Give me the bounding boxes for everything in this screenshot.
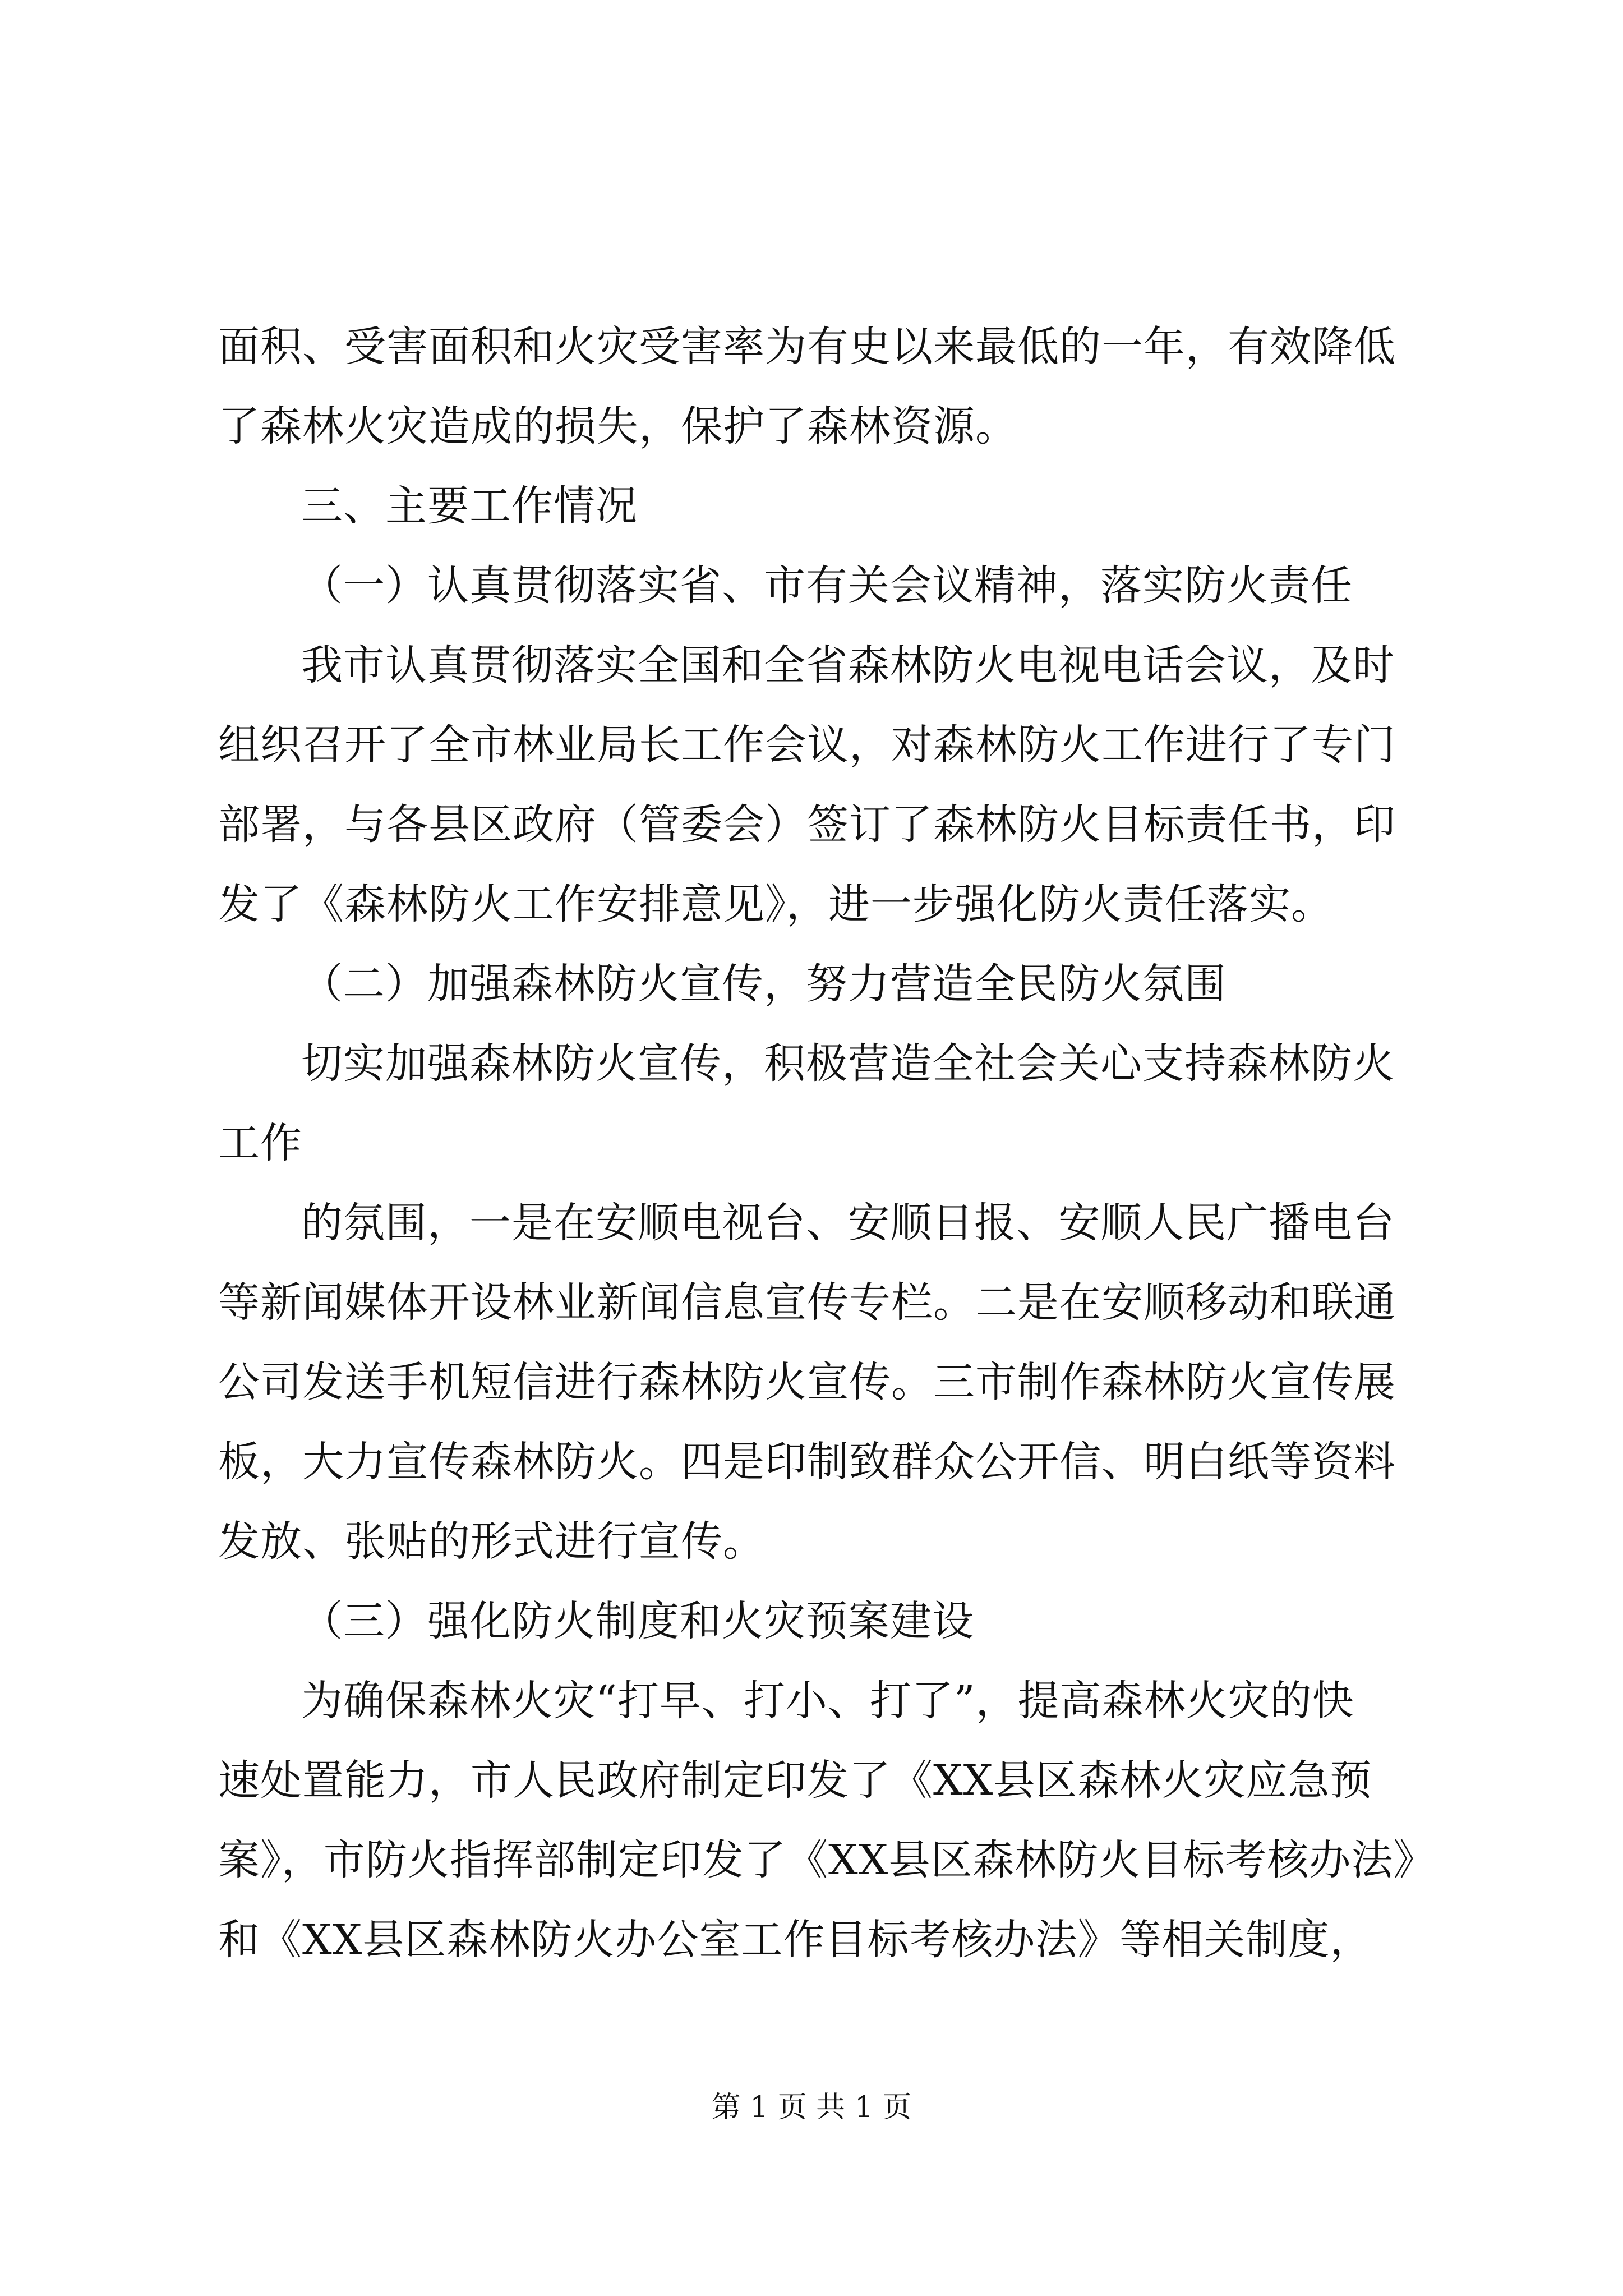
body-text-line: 板，大力宣传森林防火。四是印制致群众公开信、明白纸等资料	[218, 1438, 1396, 1486]
body-text-line: 组织召开了全市林业局长工作会议，对森林防火工作进行了专门	[218, 721, 1396, 769]
body-text-line: 工作	[218, 1119, 302, 1167]
section-heading: 三、主要工作情况	[301, 482, 638, 530]
body-text-line: 切实加强森林防火宣传，积极营造全社会关心支持森林防火	[301, 1039, 1395, 1088]
body-text-line: 发了《森林防火工作安排意见》，进一步强化防火责任落实。	[218, 880, 1333, 928]
body-text-line: 的氛围，一是在安顺电视台、安顺日报、安顺人民广播电台	[301, 1199, 1395, 1247]
body-text-line: 我市认真贯彻落实全国和全省森林防火电视电话会议，及时	[301, 641, 1395, 689]
body-text-line: 面积、受害面积和火灾受害率为有史以来最低的一年，有效降低	[218, 323, 1396, 371]
body-text-line: 了森林火灾造成的损失，保护了森林资源。	[218, 402, 1017, 450]
page-footer: 第 1 页 共 1 页	[711, 2091, 912, 2124]
body-text-line: 案》，市防火指挥部制定印发了《XX县区森林防火目标考核办法》	[218, 1836, 1436, 1884]
body-text-line: 公司发送手机短信进行森林防火宣传。三市制作森林防火宣传展	[218, 1358, 1396, 1406]
body-text-line: 速处置能力，市人民政府制定印发了《XX县区森林火灾应急预	[218, 1756, 1372, 1805]
body-text-line: 和《XX县区森林防火办公室工作目标考核办法》等相关制度，	[218, 1916, 1372, 1964]
body-text-line: 为确保森林火灾“打早、打小、打了”，提高森林火灾的快	[301, 1677, 1354, 1725]
subsection-heading: （三）强化防火制度和火灾预案建设	[301, 1597, 974, 1645]
subsection-heading: （二）加强森林防火宣传，努力营造全民防火氛围	[301, 960, 1227, 1008]
subsection-heading: （一）认真贯彻落实省、市有关会议精神，落实防火责任	[301, 562, 1353, 610]
body-text-line: 等新闻媒体开设林业新闻信息宣传专栏。二是在安顺移动和联通	[218, 1278, 1396, 1327]
body-text-line: 部署，与各县区政府（管委会）签订了森林防火目标责任书，印	[218, 800, 1396, 849]
body-text-line: 发放、张贴的形式进行宣传。	[218, 1517, 765, 1566]
